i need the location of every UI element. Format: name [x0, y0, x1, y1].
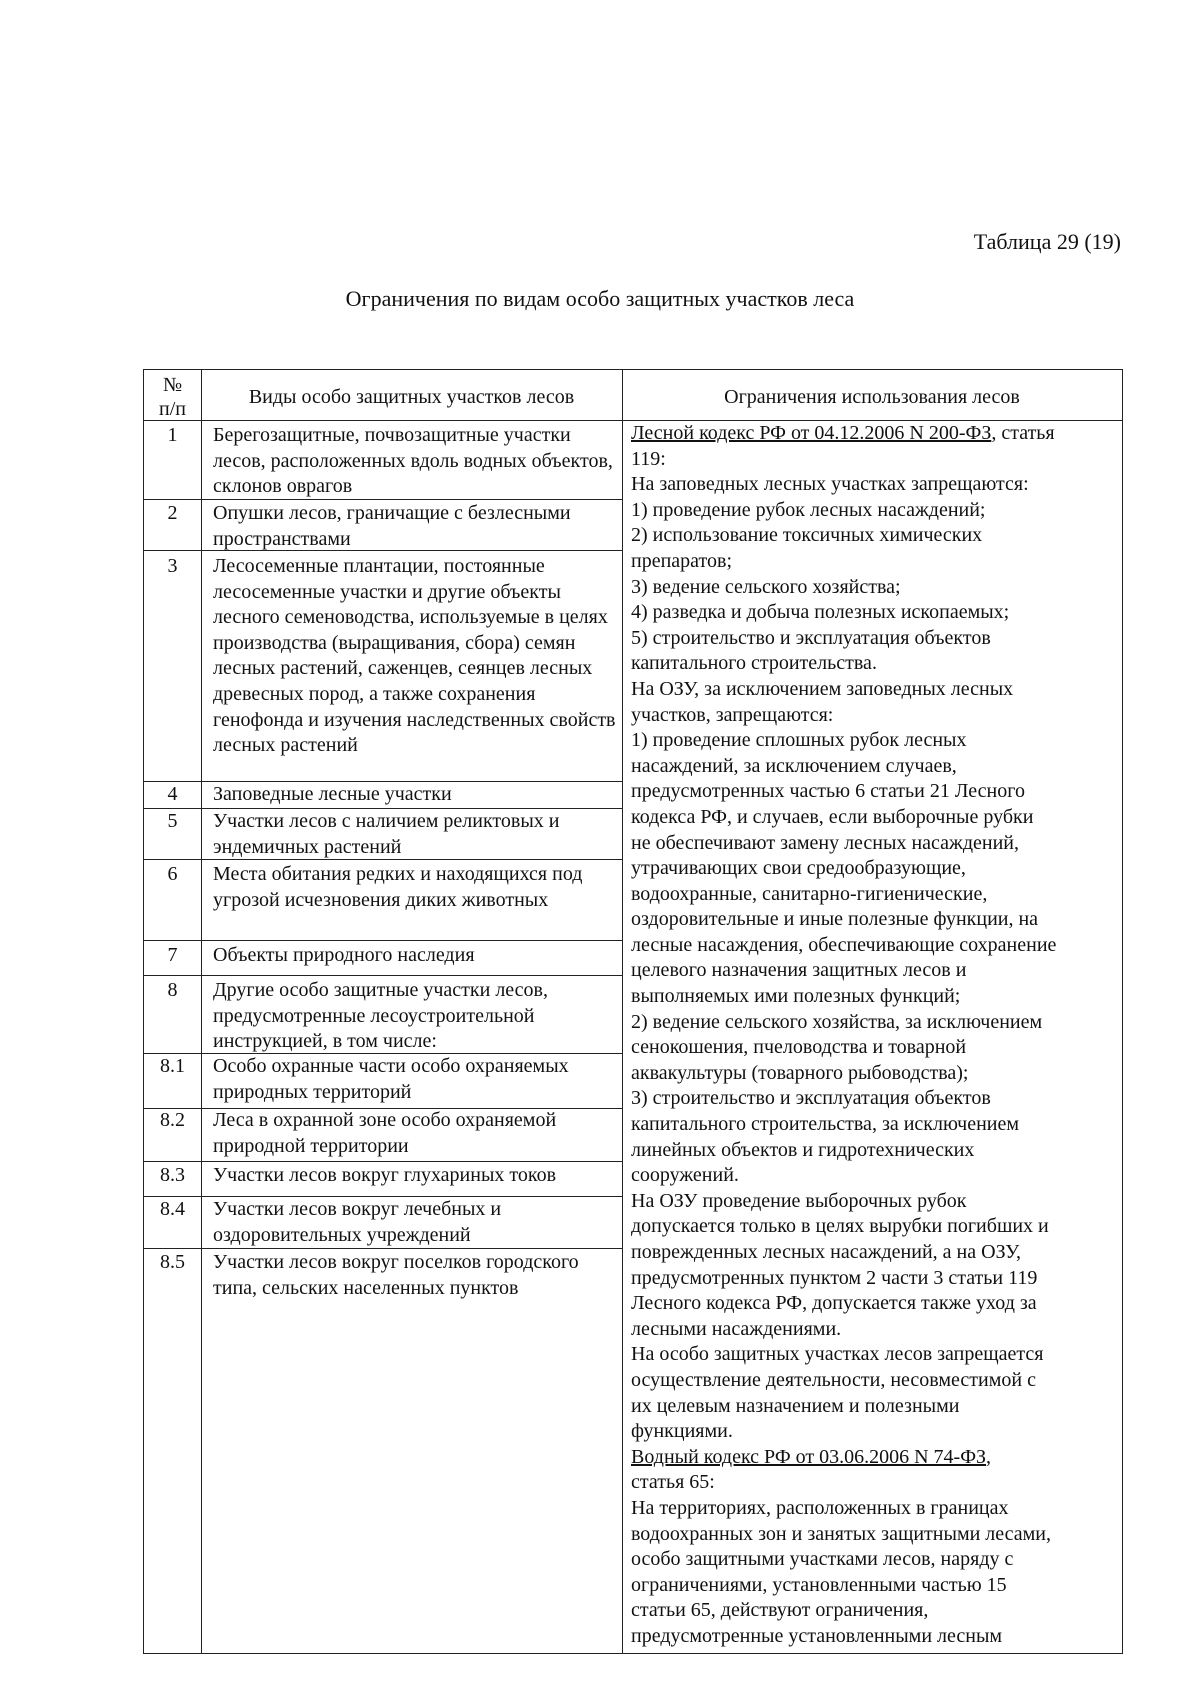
restriction-line	[631, 1163, 1116, 1189]
restriction-line	[631, 1522, 1116, 1548]
restriction-line	[631, 703, 1116, 729]
restriction-line	[631, 1624, 1116, 1650]
restriction-text: предусмотренных пунктом 2 части 3 статьи 119	[631, 1266, 1038, 1289]
restriction-line	[631, 984, 1116, 1010]
restriction-text: их целевым назначением и полезными	[631, 1394, 960, 1417]
row-num: 8.5	[160, 1251, 185, 1273]
restriction-line	[631, 472, 1116, 498]
row-num: 5	[167, 810, 178, 832]
row-divider	[144, 1161, 622, 1162]
restriction-text: 2) ведение сельского хозяйства, за исключением	[631, 1010, 1043, 1033]
restriction-text: предусмотренные установленными лесным	[631, 1624, 1003, 1647]
row-num: 8.1	[160, 1055, 185, 1077]
row-num: 8.4	[160, 1198, 185, 1220]
restriction-text: ограничениями, установленными частью 15	[631, 1573, 1007, 1596]
restriction-text: насаждений, за исключением случаев,	[631, 754, 957, 777]
row-num: 1	[167, 424, 178, 446]
row-type: Места обитания редких и находящихся под угрозой исчезновения диких животных	[213, 863, 583, 911]
row-num: 8	[167, 979, 178, 1001]
restriction-text: 5) строительство и эксплуатация объектов	[631, 626, 991, 649]
restriction-text: На заповедных лесных участках запрещаются:	[631, 473, 1029, 496]
restriction-line	[631, 1061, 1116, 1087]
restriction-line	[631, 1573, 1116, 1599]
restriction-line	[631, 1291, 1116, 1317]
row-type: Объекты природного наследия	[213, 944, 475, 966]
restriction-line	[631, 600, 1116, 626]
restriction-text: 1) проведение рубок лесных насаждений;	[631, 498, 986, 521]
restriction-text: 3) строительство и эксплуатация объектов	[631, 1087, 991, 1110]
restriction-text: капитального строительства, за исключением	[631, 1113, 1020, 1136]
restriction-text: допускается только в целях вырубки погибших и	[631, 1215, 1049, 1238]
restriction-line	[631, 1189, 1116, 1215]
restriction-line	[631, 1086, 1116, 1112]
row-type: Заповедные лесные участки	[213, 783, 452, 805]
row-num: 2	[167, 502, 178, 524]
restriction-line	[631, 549, 1116, 575]
restriction-line	[631, 907, 1116, 933]
restriction-text: не обеспечивают замену лесных насаждений,	[631, 831, 1020, 854]
restriction-text: кодекса РФ, и случаев, если выборочные рубки	[631, 805, 1034, 828]
column-divider	[201, 370, 202, 1653]
restriction-text: лесными насаждениями.	[631, 1317, 842, 1340]
restriction-line	[631, 1317, 1116, 1343]
column-divider	[622, 370, 623, 1653]
row-type: Леса в охранной зоне особо охраняемой природной территории	[213, 1109, 557, 1157]
restriction-text: На ОЗУ проведение выборочных рубок	[631, 1189, 967, 1212]
restriction-text: препаратов;	[631, 549, 732, 572]
restriction-line	[631, 523, 1116, 549]
restriction-text: поврежденных лесных насаждений, а на ОЗУ,	[631, 1241, 1021, 1263]
restriction-text: выполняемых ими полезных функций;	[631, 985, 961, 1008]
row-type: Берегозащитные, почвозащитные участки лесов, расположенных вдоль водных объектов, склонов оврагов	[213, 424, 613, 498]
restriction-text: предусмотренных частью 6 статьи 21 Лесного	[631, 780, 1025, 803]
restriction-line	[631, 677, 1116, 703]
restriction-line	[631, 575, 1116, 601]
restriction-line	[631, 754, 1116, 780]
row-type: Участки лесов вокруг лечебных и оздоровительных учреждений	[213, 1198, 502, 1246]
restriction-line	[631, 728, 1116, 754]
restriction-text: функциями.	[631, 1420, 733, 1443]
row-divider	[144, 940, 622, 941]
restriction-line	[631, 1010, 1116, 1036]
row-type: Другие особо защитные участки лесов, предусмотренные лесоустроительной инструкцией, в том числе:	[213, 979, 548, 1053]
restriction-text: лесные насаждения, обеспечивающие сохранение	[631, 933, 1057, 956]
row-type: Участки лесов вокруг поселков городского типа, сельских населенных пунктов	[213, 1251, 579, 1299]
restriction-text: утрачивающих свои средообразующие,	[631, 857, 966, 880]
restriction-line	[631, 1394, 1116, 1420]
restriction-line	[631, 498, 1116, 524]
restriction-line	[631, 1138, 1116, 1164]
restriction-text: 4) разведка и добыча полезных ископаемых;	[631, 601, 1010, 624]
row-type: Участки лесов с наличием реликтовых и эндемичных растений	[213, 810, 560, 858]
restriction-text: аквакультуры (товарного рыбоводства);	[631, 1061, 969, 1084]
restriction-text: целевого назначения защитных лесов и	[631, 959, 967, 982]
restriction-line	[631, 1214, 1116, 1240]
restriction-text: 2) использование токсичных химических	[631, 524, 983, 547]
restriction-line	[631, 1342, 1116, 1368]
row-num: 4	[167, 783, 178, 805]
restriction-text: сооружений.	[631, 1164, 739, 1187]
restriction-text: капитального строительства.	[631, 652, 877, 675]
restriction-text: линейных объектов и гидротехнических	[631, 1138, 975, 1161]
restriction-text: статья 65:	[631, 1471, 715, 1494]
header-restrictions: Ограничения использования лесов	[724, 386, 1020, 408]
restriction-line	[631, 1496, 1116, 1522]
restriction-line	[631, 1368, 1116, 1394]
restriction-line	[631, 1035, 1116, 1061]
restriction-line	[631, 421, 1116, 447]
restriction-line	[631, 805, 1116, 831]
restriction-text: особо защитными участками лесов, наряду с	[631, 1548, 1014, 1571]
restriction-line	[631, 779, 1116, 805]
header-num: № п/п	[159, 374, 186, 420]
row-type: Опушки лесов, граничащие с безлесными пространствами	[213, 502, 571, 550]
restrictions-text	[631, 421, 1116, 1650]
restriction-text: Лесного кодекса РФ, допускается также уход за	[631, 1292, 1037, 1315]
restriction-text: сенокошения, пчеловодства и товарной	[631, 1036, 967, 1059]
row-divider	[144, 975, 622, 976]
restriction-text: оздоровительные и иные полезные функции, на	[631, 908, 1039, 931]
restriction-line	[631, 1470, 1116, 1496]
restriction-text: статьи 65, действуют ограничения,	[631, 1599, 929, 1622]
restriction-line	[631, 447, 1116, 473]
restriction-text-suffix: , статья	[991, 422, 1055, 444]
row-num: 7	[167, 944, 178, 966]
law-reference-link[interactable]: Водный кодекс РФ от 03.06.2006 N 74-ФЗ	[631, 1445, 987, 1468]
table-number: Таблица 29 (19)	[973, 229, 1121, 254]
restriction-text: На ОЗУ, за исключением заповедных лесных	[631, 677, 1014, 700]
row-num: 3	[167, 555, 178, 577]
restriction-line	[631, 626, 1116, 652]
restriction-line	[631, 831, 1116, 857]
restriction-text: водоохранные, санитарно-гигиенические,	[631, 882, 988, 905]
restriction-text-suffix: ,	[986, 1445, 992, 1468]
restriction-line	[631, 1598, 1116, 1624]
row-num: 6	[167, 863, 178, 885]
restriction-text: На особо защитных участках лесов запрещается	[631, 1343, 1044, 1366]
restriction-line	[631, 1112, 1116, 1138]
restriction-line	[631, 856, 1116, 882]
restriction-line	[631, 1547, 1116, 1573]
restriction-text: осуществление деятельности, несовместимой с	[631, 1368, 1036, 1391]
law-reference-link[interactable]: Лесной кодекс РФ от 04.12.2006 N 200-ФЗ	[631, 422, 992, 444]
row-num: 8.3	[160, 1164, 185, 1186]
restriction-line	[631, 651, 1116, 677]
restriction-line	[631, 1266, 1116, 1292]
restrictions-table	[143, 369, 1123, 1654]
restriction-line	[631, 1419, 1116, 1445]
row-type: Лесосеменные плантации, постоянные лесосеменные участки и другие объекты лесного семеноводства, используемые в целях производства (выращивания, сбора) семян лесных растений, саженцев, сеянцев лесных древесных пород, а также сохранения генофонда и изучения наследственных свойств лесных растений	[213, 555, 616, 757]
restriction-line	[631, 933, 1116, 959]
restriction-text: участков, запрещаются:	[631, 703, 834, 726]
restriction-line	[631, 1445, 1116, 1471]
table-title: Ограничения по видам особо защитных участков леса	[345, 286, 855, 311]
restriction-line	[631, 958, 1116, 984]
row-type: Особо охранные части особо охраняемых природных территорий	[213, 1055, 569, 1103]
restriction-text: 3) ведение сельского хозяйства;	[631, 575, 901, 598]
row-type: Участки лесов вокруг глухариных токов	[213, 1164, 557, 1186]
restriction-text: 1) проведение сплошных рубок лесных	[631, 729, 967, 752]
header-types: Виды особо защитных участков лесов	[248, 386, 575, 408]
restriction-text: 119:	[631, 447, 666, 470]
restriction-line	[631, 1240, 1116, 1266]
restriction-line	[631, 882, 1116, 908]
row-num: 8.2	[160, 1109, 185, 1131]
restriction-text: На территориях, расположенных в границах	[631, 1496, 1009, 1519]
restriction-text: водоохранных зон и занятых защитными лесами,	[631, 1522, 1052, 1545]
